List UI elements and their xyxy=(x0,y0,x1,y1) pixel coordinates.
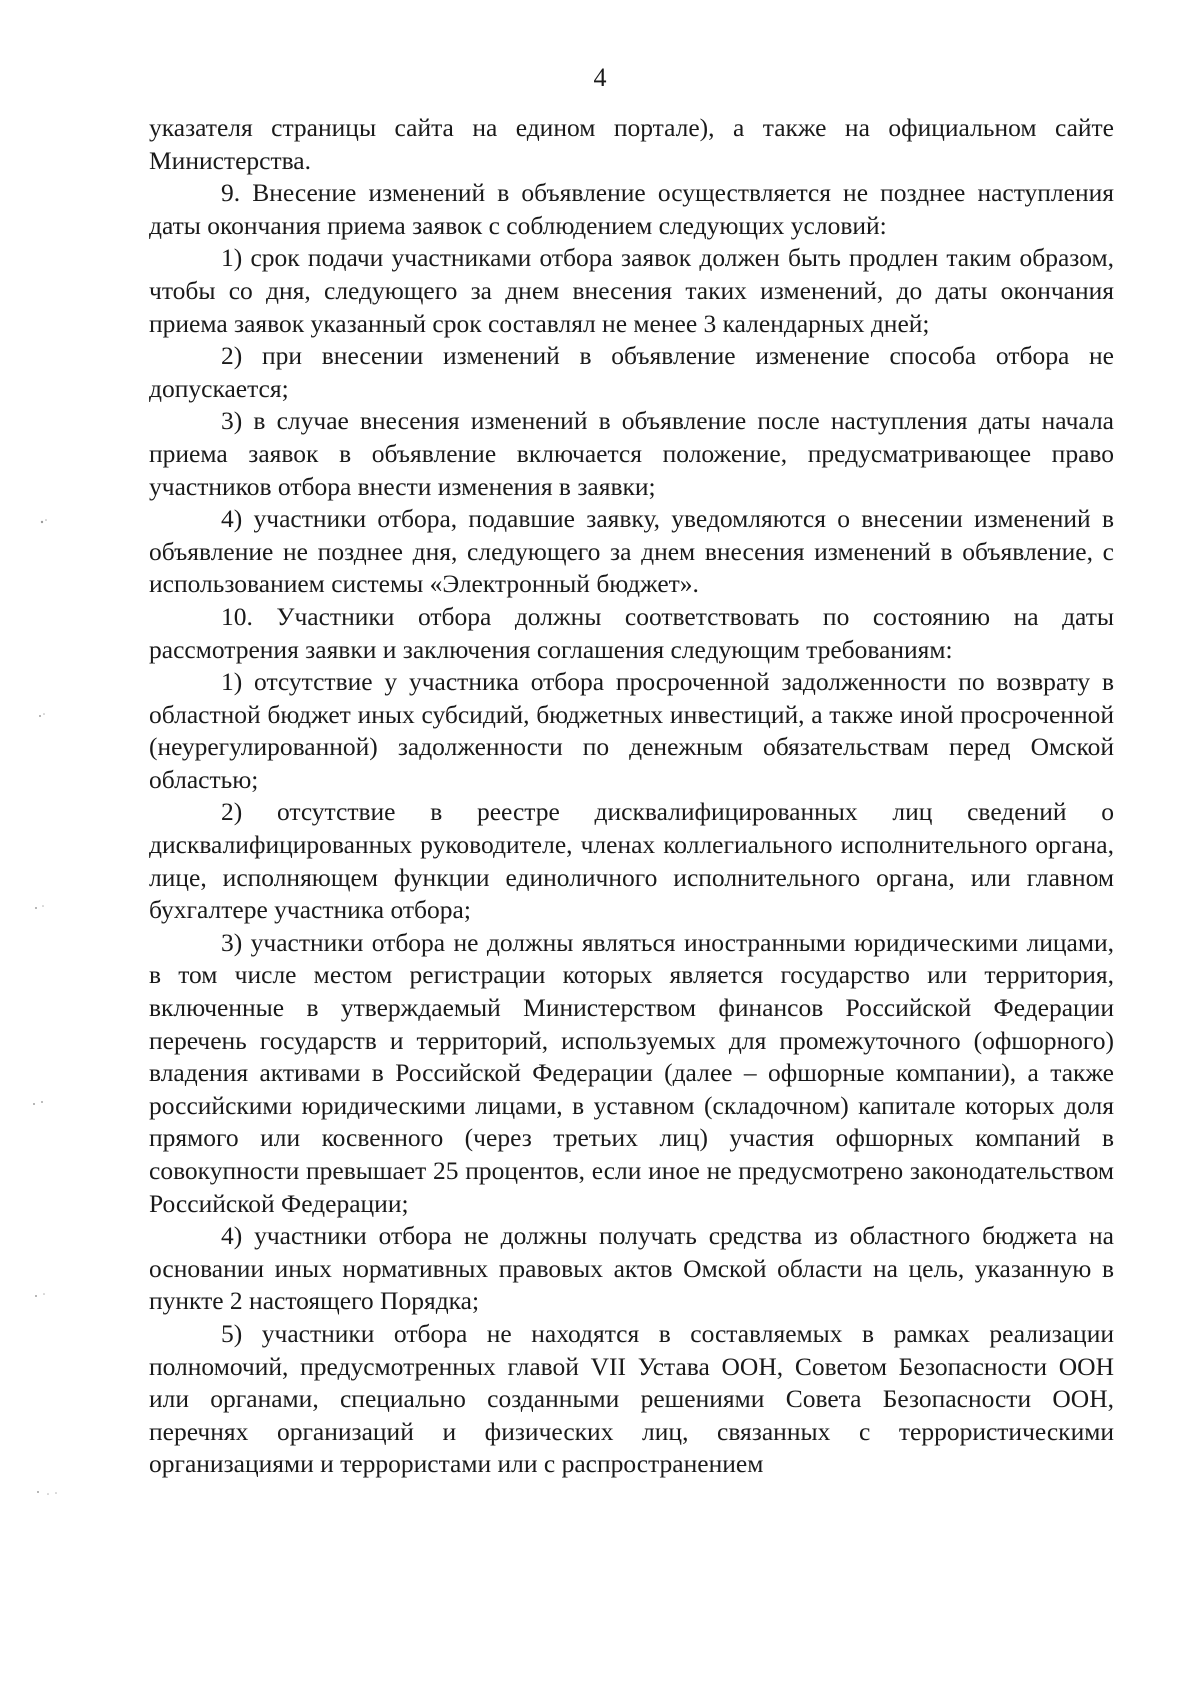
paragraph: 2) при внесении изменений в объявление изменение способа отбора не допускается; xyxy=(149,341,1114,403)
paragraph: 1) отсутствие у участника отбора просроченной задолженности по возврату в областной бюджет иных субсидий, бюджетных инвестиций, а также иной просроченной (неурегулированной) задолженности по денежным обязательствам перед Омской областью; xyxy=(149,667,1114,794)
scan-specks xyxy=(18,0,78,1697)
paragraph: 10. Участники отбора должны соответствовать по состоянию на даты рассмотрения заявки и заключения соглашения следующим требованиям: xyxy=(149,601,1114,664)
paragraph: 2) отсутствие в реестре дисквалифицированных лиц сведений о дисквалифицированных руководителе, членах коллегиального исполнительного органа, лице, исполняющем функции единоличного исполнительного органа, или главном бухгалтере участника отбора; xyxy=(149,797,1114,925)
paragraph: 3) в случае внесения изменений в объявление после наступления даты начала приема заявок в объявление включается положение, предусматривающее право участников отбора внести изменения в заявки; xyxy=(149,406,1114,501)
paragraph: указателя страницы сайта на едином портале), а также на официальном сайте Министерства. xyxy=(149,113,1114,175)
paragraph: 1) срок подачи участниками отбора заявок должен быть продлен таким образом, чтобы со дня, следующего за днем внесения таких изменений, до даты окончания приема заявок указанный срок составлял не менее 3 календарных дней; xyxy=(149,243,1114,338)
document-body xyxy=(149,112,1114,1481)
paragraph: 9. Внесение изменений в объявление осуществляется не позднее наступления даты окончания приема заявок с соблюдением следующих условий: xyxy=(149,178,1114,240)
paragraph: 4) участники отбора не должны получать средства из областного бюджета на основании иных нормативных правовых актов Омской области на цель, указанную в пункте 2 настоящего Порядка; xyxy=(149,1221,1114,1316)
paragraph: 5) участники отбора не находятся в составляемых в рамках реализации полномочий, предусмотренных главой VII Устава ООН, Советом Безопасности ООН или органами, специально созданными решениями Совета Безопасности ООН, перечнях организаций и физических лиц, связанных с террористическими организациями и террористами или с распространением xyxy=(149,1318,1114,1479)
page-number: 4 xyxy=(593,63,607,92)
paragraph: 4) участники отбора, подавшие заявку, уведомляются о внесении изменений в объявление не позднее дня, следующего за днем внесения изменений в объявление, с использованием системы «Электронный бюджет». xyxy=(149,504,1114,599)
paragraph: 3) участники отбора не должны являться иностранными юридическими лицами, в том числе местом регистрации которых является государство или территория, включенные в утверждаемый Министерством финансов Российской Федерации перечень государств и территорий, используемых для промежуточного (офшорного) владения активами в Российской Федерации (далее – офшорные компании), а также российскими юридическими лицами, в уставном (складочном) капитале которых доля прямого или косвенного (через третьих лиц) участия офшорных компаний в совокупности превышает 25 процентов, если иное не предусмотрено законодательством Российской Федерации; xyxy=(149,927,1114,1218)
